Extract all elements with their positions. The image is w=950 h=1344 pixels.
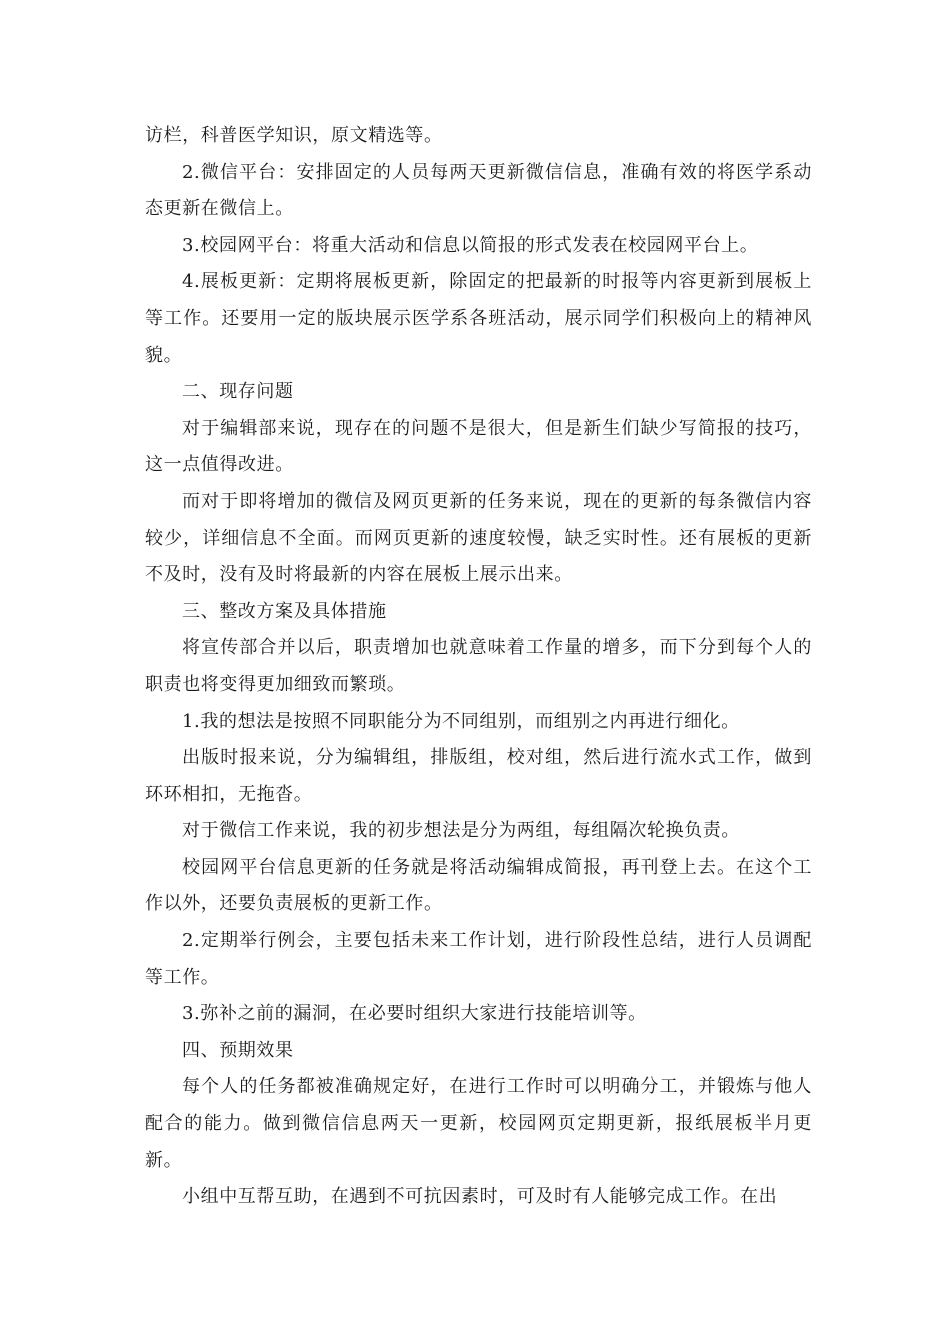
paragraph-campus-network-tasks: 校园网平台信息更新的任务就是将活动编辑成简报，再刊登上去。在这个工作以外，还要负责展板的更新工作。 [145, 856, 812, 915]
paragraph-campus-network: 3.校园网平台：将重大活动和信息以简报的形式发表在校园网平台上。 [182, 234, 759, 256]
document-body [145, 118, 812, 1216]
section-heading-existing-problems: 二、现存问题 [182, 381, 294, 403]
paragraph-merger-duties: 将宣传部合并以后，职责增加也就意味着工作量的增多，而下分到每个人的职责也将变得更加细致而繁琐。 [145, 637, 812, 695]
paragraph-wechat-groups: 对于微信工作来说，我的初步想法是分为两组，每组隔次轮换负责。 [182, 820, 740, 842]
paragraph-mutual-help: 小组中互帮互助，在遇到不可抗因素时，可及时有人能够完成工作。在出 [182, 1186, 778, 1208]
paragraph-expected-tasks: 每个人的任务都被准确规定好，在进行工作时可以明确分工，并锻炼与他人配合的能力。做到微信信息两天一更新，校园网页定期更新，报纸展板半月更新。 [145, 1076, 812, 1171]
paragraph-columns-list: 访栏，科普医学知识，原文精选等。 [145, 125, 443, 146]
paragraph-update-problems: 而对于即将增加的微信及网页更新的任务来说，现在的更新的每条微信内容较少，详细信息不全面。而网页更新的速度较慢，缺乏实时性。还有展板的更新不及时，没有及时将最新的内容在展板上展示出来。 [145, 490, 812, 586]
section-heading-expected-results: 四、预期效果 [182, 1039, 294, 1061]
paragraph-board-update: 4.展板更新：定期将展板更新，除固定的把最新的时报等内容更新到展板上等工作。还要用一定的版块展示医学系各班活动，展示同学们积极向上的精神风貌。 [145, 271, 812, 366]
paragraph-plan-item-2: 2.定期举行例会，主要包括未来工作计划，进行阶段性总结，进行人员调配等工作。 [145, 930, 812, 988]
paragraph-plan-item-1: 1.我的想法是按照不同职能分为不同组别，而组别之内再进行细化。 [182, 710, 740, 732]
paragraph-wechat-platform: 2.微信平台：安排固定的人员每两天更新微信信息，准确有效的将医学系动态更新在微信上。 [145, 161, 812, 220]
paragraph-editorial-problems: 对于编辑部来说，现存在的问题不是很大，但是新生们缺少写简报的技巧，这一点值得改进。 [145, 417, 812, 476]
paragraph-plan-item-3: 3.弥补之前的漏洞，在必要时组织大家进行技能培训等。 [182, 1003, 647, 1025]
section-heading-rectification-plan: 三、整改方案及具体措施 [182, 600, 387, 622]
paragraph-publication-groups: 出版时报来说，分为编辑组，排版组，校对组，然后进行流水式工作，做到环环相扣，无拖沓。 [145, 747, 812, 805]
